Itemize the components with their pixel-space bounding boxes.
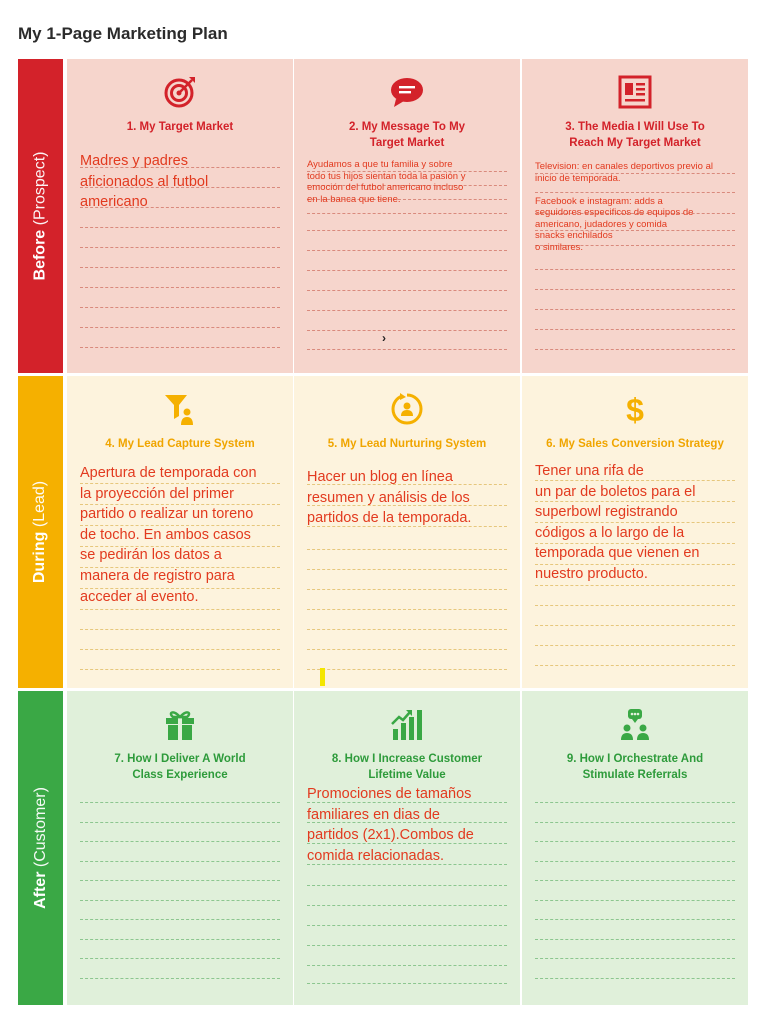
referral-people-icon bbox=[618, 707, 652, 741]
band-after-label: After bbox=[31, 871, 49, 909]
gift-icon bbox=[163, 707, 197, 741]
cell-answer[interactable]: Tener una rifa de un par de boletos para el superbowl registrando códigos a lo largo de la temporada que vienen en nuestro producto. bbox=[535, 463, 700, 582]
cell-heading: 3. The Media I Will Use To Reach My Target Market bbox=[565, 121, 705, 149]
cell-answer[interactable]: Television: en canales deportivos previo al inicio de temporada. Facebook e instagram: adds a seguidores especificos de equipos de americano, judadores y comida snacks enchilados o similares. bbox=[535, 161, 713, 253]
plan-cell-4[interactable] bbox=[67, 376, 293, 688]
page-title: My 1-Page Marketing Plan bbox=[18, 24, 228, 43]
growth-chart-icon bbox=[390, 707, 424, 741]
speech-bubble-icon bbox=[390, 75, 424, 109]
cell-answer[interactable]: Apertura de temporada con la proyección del primer partido o realizar un toreno de tocho. En ambos casos se pedirán los datos a manera de registro para acceder al evento. bbox=[80, 465, 257, 605]
dollar-icon bbox=[618, 392, 652, 426]
svg-text:$: $ bbox=[626, 392, 644, 426]
nurture-cycle-icon bbox=[390, 392, 424, 426]
plan-cell-1[interactable] bbox=[67, 59, 293, 373]
cell-heading: 7. How I Deliver A World Class Experience bbox=[114, 753, 246, 781]
chevron-right-icon: › bbox=[382, 331, 386, 345]
plan-cell-2[interactable] bbox=[294, 59, 520, 373]
plan-cell-8[interactable] bbox=[294, 691, 520, 1005]
cell-answer[interactable]: Ayudamos a que tu familia y sobre todo tus hijos sientan toda la pasión y emoción del futbol americano incluso en la banca que tiene. bbox=[307, 159, 466, 205]
band-during-label: During bbox=[31, 531, 49, 584]
band-after-sublabel: (Customer) bbox=[31, 787, 49, 868]
cell-heading: 2. My Message To My Target Market bbox=[348, 121, 466, 149]
cell-answer[interactable]: Madres y padres aficionados al futbol americano bbox=[80, 153, 209, 211]
cell-answer[interactable]: Promociones de tamaños familiares en dias de partidos (2x1).Combos de comida relacionadas. bbox=[307, 786, 474, 864]
band-before-label: Before bbox=[31, 229, 49, 281]
plan-cell-9[interactable] bbox=[522, 691, 748, 1005]
band-after bbox=[18, 691, 63, 1005]
plan-cell-5[interactable] bbox=[294, 376, 520, 688]
plan-cell-7[interactable] bbox=[67, 691, 293, 1005]
plan-cell-6[interactable] bbox=[522, 376, 748, 688]
band-before-sublabel: (Prospect) bbox=[31, 151, 49, 226]
cell-heading: 5. My Lead Nurturing System bbox=[327, 438, 487, 450]
cell-heading: 6. My Sales Conversion Strategy bbox=[546, 438, 724, 450]
cell-heading: 9. How I Orchestrate And Stimulate Referrals bbox=[566, 753, 704, 781]
cell-heading: 8. How I Increase Customer Lifetime Value bbox=[331, 753, 483, 781]
text-cursor-marker bbox=[320, 668, 325, 686]
cell-heading: 1. My Target Market bbox=[126, 121, 234, 133]
plan-cell-3[interactable] bbox=[522, 59, 748, 373]
band-before bbox=[18, 59, 63, 373]
cell-heading: 4. My Lead Capture System bbox=[105, 438, 255, 450]
cell-answer[interactable]: Hacer un blog en línea resumen y análisis de los partidos de la temporada. bbox=[307, 469, 472, 527]
band-during-sublabel: (Lead) bbox=[31, 480, 49, 528]
band-during bbox=[18, 376, 63, 688]
funnel-person-icon bbox=[163, 392, 197, 426]
newspaper-icon bbox=[618, 75, 652, 109]
target-icon bbox=[163, 75, 197, 109]
